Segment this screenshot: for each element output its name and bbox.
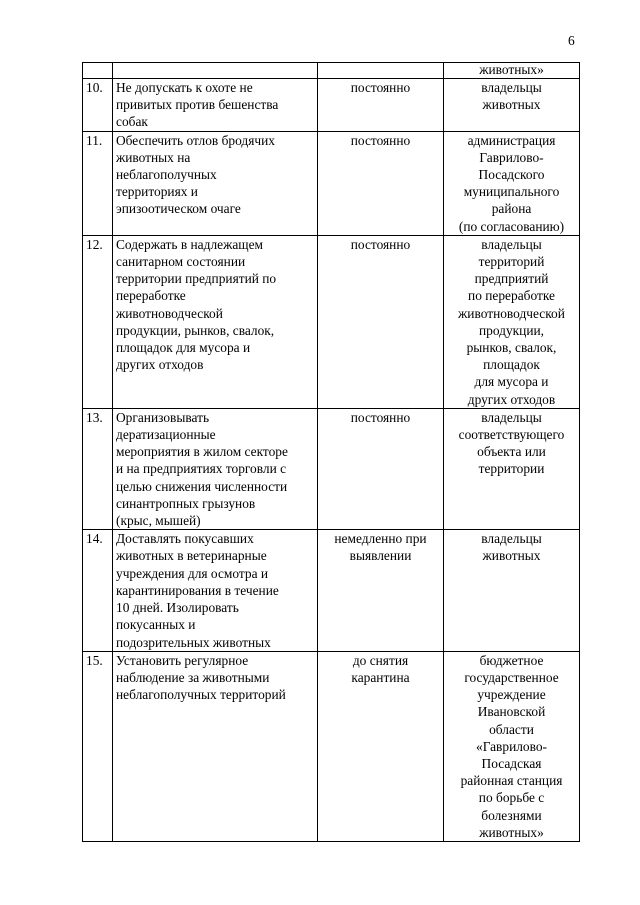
text-line: владельцы xyxy=(481,236,542,252)
cell-term xyxy=(318,408,444,529)
text-line: до снятия xyxy=(352,652,409,668)
text-line: дератизационные xyxy=(116,427,216,443)
text-line: постоянно xyxy=(350,80,411,95)
text-line: подозрительных животных xyxy=(116,634,271,650)
cell-number xyxy=(83,63,113,79)
text-line: территориях и xyxy=(116,184,198,200)
text-line: животных» xyxy=(479,824,544,840)
cell-responsible xyxy=(444,408,580,529)
text-line: по борьбе с xyxy=(478,790,545,806)
text-line: животноводческой xyxy=(458,305,565,321)
text-line: «Гаврилово- xyxy=(476,738,547,754)
text-line: владельцы xyxy=(481,531,542,547)
text-line: карантина xyxy=(351,669,410,685)
text-line: животных на xyxy=(116,149,191,165)
text-line: 10 дней. Изолировать xyxy=(116,600,239,616)
text-line: животных в ветеринарные xyxy=(116,548,267,564)
text-line: территории предприятий по xyxy=(116,271,277,287)
cell-term xyxy=(318,530,444,651)
text-line: продукции, xyxy=(478,322,545,338)
text-line: синантропных грызунов xyxy=(116,495,256,511)
text-line: мероприятия в жилом секторе xyxy=(116,444,288,460)
text-line: животных xyxy=(482,97,541,113)
text-line: Обеспечить отлов бродячих xyxy=(116,132,275,148)
cell-responsible xyxy=(444,131,580,235)
text-line: санитарном состоянии xyxy=(116,254,246,270)
cell-number xyxy=(83,408,113,529)
text-line: учреждение xyxy=(477,687,546,703)
text-line: покусанных и xyxy=(116,617,196,633)
cell-number xyxy=(83,530,113,651)
text-line: Гаврилово- xyxy=(479,149,544,165)
text-line: предприятий xyxy=(474,271,549,287)
measures-table xyxy=(82,62,580,842)
cell-number xyxy=(83,131,113,235)
text-line: Ивановской xyxy=(477,704,546,720)
text-line: продукции, рынков, свалок, xyxy=(116,322,275,338)
text-line: рынков, свалок, xyxy=(466,340,557,356)
text-line: объекта или xyxy=(477,444,546,460)
text-line: территории xyxy=(478,461,545,477)
cell-responsible xyxy=(444,63,580,79)
text-line: других отходов xyxy=(467,391,556,407)
row-number: 10. xyxy=(86,80,103,95)
text-line: болезнями xyxy=(481,807,542,823)
text-line: районная станция xyxy=(460,773,563,789)
cell-number xyxy=(83,235,113,408)
cell-responsible xyxy=(444,651,580,841)
text-line: бюджетное xyxy=(479,652,544,668)
cell-action xyxy=(113,651,318,841)
text-line: для мусора и xyxy=(474,374,549,390)
row-number: 13. xyxy=(86,409,103,425)
text-line: территорий xyxy=(478,254,545,270)
text-line: Посадская xyxy=(481,755,542,771)
text-line: Установить регулярное xyxy=(116,652,249,668)
text-line: (крыс, мышей) xyxy=(116,513,201,529)
text-line: животноводческой xyxy=(116,305,223,321)
text-line: площадок для мусора и xyxy=(116,340,251,356)
text-line: Не допускать к охоте не xyxy=(116,80,253,95)
cell-number xyxy=(83,79,113,132)
cell-action xyxy=(113,79,318,132)
text-line: постоянно xyxy=(350,132,411,148)
cell-responsible xyxy=(444,79,580,132)
row-number: 15. xyxy=(86,652,103,668)
table-row xyxy=(83,131,580,235)
text-line: собак xyxy=(116,114,148,130)
text-line: администрация xyxy=(467,132,556,148)
text-line: владельцы xyxy=(481,409,542,425)
text-line: области xyxy=(489,721,534,737)
cell-action xyxy=(113,530,318,651)
text-line: по переработке xyxy=(468,288,555,304)
text-line: постоянно xyxy=(350,409,411,425)
table-row xyxy=(83,651,580,841)
text-line: переработке xyxy=(116,288,186,304)
cell-term xyxy=(318,79,444,132)
page-number: 6 xyxy=(568,33,575,48)
text-line: Организовывать xyxy=(116,409,210,425)
text-line: площадок xyxy=(483,357,540,373)
cell-term xyxy=(318,651,444,841)
text-line: района xyxy=(491,201,532,217)
text-line: эпизоотическом очаге xyxy=(116,201,241,217)
text-line: (по согласованию) xyxy=(458,218,565,234)
row-number: 14. xyxy=(86,531,103,547)
text-line: Содержать в надлежащем xyxy=(116,236,263,252)
cell-action xyxy=(113,63,318,79)
text-line: выявлении xyxy=(349,548,412,564)
cell-action xyxy=(113,131,318,235)
text-line: других отходов xyxy=(116,357,204,373)
text-line: владельцы xyxy=(481,80,542,95)
text-line: животных» xyxy=(479,62,544,77)
cell-term xyxy=(318,63,444,79)
cell-action xyxy=(113,408,318,529)
text-line: немедленно при xyxy=(334,531,427,547)
text-line: муниципального xyxy=(463,184,560,200)
text-line: неблагополучных xyxy=(116,167,217,183)
text-line: Посадского xyxy=(478,167,545,183)
table-row xyxy=(83,79,580,132)
text-line: соответствующего xyxy=(458,427,565,443)
text-line: постоянно xyxy=(350,236,411,252)
text-line: наблюдение за животными xyxy=(116,669,270,685)
row-number: 12. xyxy=(86,236,103,252)
text-line: учреждения для осмотра и xyxy=(116,565,269,581)
text-line: привитых против бешенства xyxy=(116,97,279,113)
cell-responsible xyxy=(444,530,580,651)
table-row xyxy=(83,235,580,408)
table-row xyxy=(83,408,580,529)
text-line: государственное xyxy=(464,669,559,685)
text-line: карантинирования в течение xyxy=(116,582,279,598)
table-row xyxy=(83,530,580,651)
row-number: 11. xyxy=(86,132,103,148)
text-line: Доставлять покусавших xyxy=(116,531,254,547)
cell-term xyxy=(318,131,444,235)
text-line: и на предприятиях торговли с xyxy=(116,461,287,477)
text-line: животных xyxy=(482,548,541,564)
cell-number xyxy=(83,651,113,841)
cell-term xyxy=(318,235,444,408)
text-line: целью снижения численности xyxy=(116,478,288,494)
cell-action xyxy=(113,235,318,408)
continuation-row xyxy=(83,63,580,79)
cell-responsible xyxy=(444,235,580,408)
text-line: неблагополучных территорий xyxy=(116,687,286,703)
